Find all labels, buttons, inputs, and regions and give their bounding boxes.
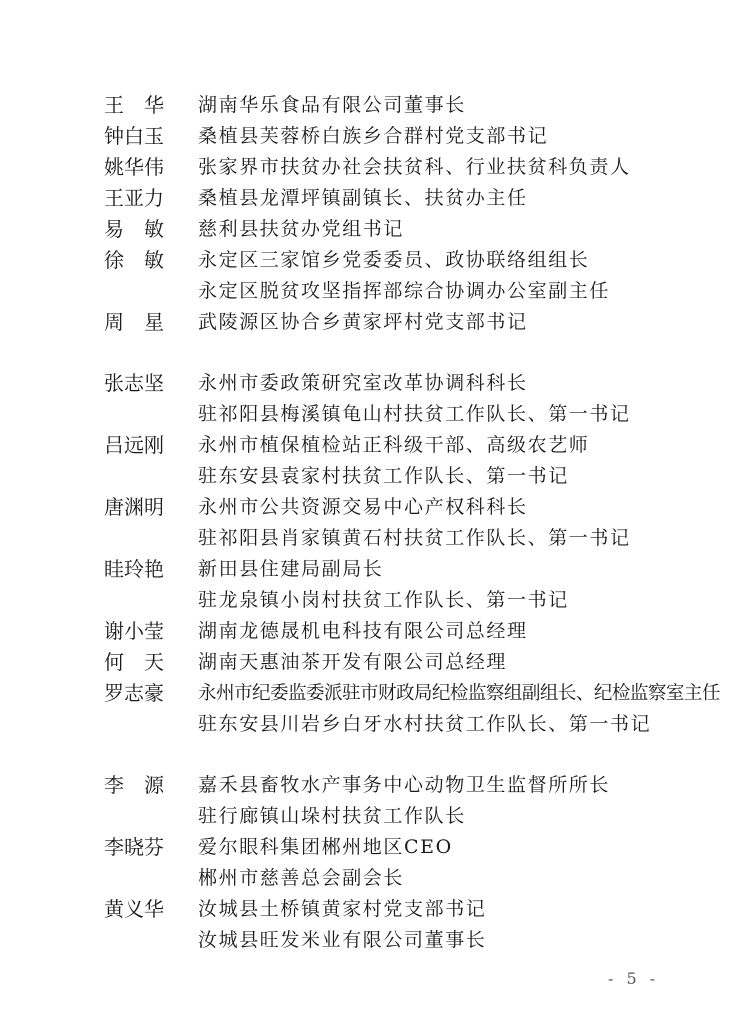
honoree-roles [198, 214, 704, 245]
honoree-role: 湖南华乐食品有限公司董事长 [198, 94, 466, 116]
honoree-entry [104, 90, 704, 121]
honoree-role: 慈利县扶贫办党组书记 [198, 218, 405, 240]
honoree-roles [198, 430, 704, 492]
honoree-role: 驻祁阳县梅溪镇龟山村扶贫工作队长、第一书记 [198, 403, 631, 425]
honoree-roles [198, 368, 704, 430]
honoree-roles [198, 121, 704, 152]
honoree-role: 郴州市慈善总会副会长 [198, 867, 405, 889]
honoree-role: 汝城县旺发米业有限公司董事长 [198, 929, 487, 951]
honoree-entry [104, 492, 704, 554]
group-spacer [104, 740, 704, 770]
honoree-name: 易 敏 [104, 217, 164, 241]
honoree-entry [104, 307, 704, 338]
honoree-entry [104, 554, 704, 616]
honoree-name: 眭玲艳 [104, 557, 164, 581]
honoree-roles [198, 832, 704, 894]
honoree-role: 湖南龙德晟机电科技有限公司总经理 [198, 620, 528, 642]
honoree-entry [104, 894, 704, 956]
honoree-role: 武陵源区协合乡黄家坪村党支部书记 [198, 311, 528, 333]
group-spacer [104, 338, 704, 368]
honoree-role: 汝城县土桥镇黄家村党支部书记 [198, 898, 487, 920]
honoree-role: 桑植县龙潭坪镇副镇长、扶贫办主任 [198, 187, 528, 209]
honoree-roles [198, 183, 704, 214]
honoree-name: 王 华 [104, 93, 164, 117]
honoree-role: 驻龙泉镇小岗村扶贫工作队长、第一书记 [198, 589, 569, 611]
honoree-role: 新田县住建局副局长 [198, 558, 384, 580]
honoree-role: 驻东安县川岩乡白牙水村扶贫工作队长、第一书记 [198, 713, 652, 735]
honoree-entry [104, 647, 704, 678]
honoree-entry [104, 183, 704, 214]
honoree-role: 驻东安县袁家村扶贫工作队长、第一书记 [198, 465, 569, 487]
honoree-roles [198, 554, 704, 616]
honoree-entry [104, 678, 720, 740]
honoree-entry [104, 245, 704, 307]
honoree-entry [104, 214, 704, 245]
honoree-name: 姚华伟 [104, 155, 164, 179]
honoree-role: 永州市委政策研究室改革协调科科长 [198, 372, 528, 394]
honoree-entry [104, 770, 704, 832]
honoree-entry [104, 616, 704, 647]
honoree-role: 嘉禾县畜牧水产事务中心动物卫生监督所所长 [198, 774, 611, 796]
honoree-role: 爱尔眼科集团郴州地区CEO [198, 836, 453, 858]
honoree-role: 永定区三家馆乡党委委员、政协联络组组长 [198, 249, 590, 271]
honoree-name: 罗志豪 [104, 681, 164, 705]
honoree-roles [198, 678, 720, 740]
honoree-role: 湖南天惠油茶开发有限公司总经理 [198, 651, 508, 673]
honoree-name: 张志坚 [104, 371, 164, 395]
honoree-roles [198, 152, 704, 183]
honoree-roles [198, 492, 704, 554]
honoree-roles [198, 770, 704, 832]
honoree-role: 永定区脱贫攻坚指挥部综合协调办公室副主任 [198, 280, 611, 302]
honoree-name: 王亚力 [104, 186, 164, 210]
honoree-role: 永州市公共资源交易中心产权科科长 [198, 496, 528, 518]
honoree-name: 黄义华 [104, 897, 164, 921]
honoree-roles [198, 894, 704, 956]
honoree-entry [104, 152, 704, 183]
honoree-name: 李晓芬 [104, 835, 164, 859]
honoree-name: 吕远刚 [104, 433, 164, 457]
honoree-name: 何 天 [104, 650, 164, 674]
honoree-name: 钟白玉 [104, 124, 164, 148]
honoree-name: 徐 敏 [104, 248, 164, 272]
honoree-entry [104, 368, 704, 430]
honoree-role: 张家界市扶贫办社会扶贫科、行业扶贫科负责人 [198, 156, 631, 178]
honoree-role: 驻行廊镇山垛村扶贫工作队长 [198, 805, 466, 827]
honoree-name: 李 源 [104, 773, 164, 797]
honoree-entry [104, 430, 704, 492]
honoree-roles [198, 245, 704, 307]
honoree-roles [198, 616, 704, 647]
honoree-entry [104, 832, 704, 894]
honoree-entry [104, 121, 704, 152]
honoree-group [104, 770, 704, 956]
honoree-role: 永州市纪委监委派驻市财政局纪检监察组副组长、纪检监察室主任 [198, 683, 720, 704]
honoree-role: 桑植县芙蓉桥白族乡合群村党支部书记 [198, 125, 549, 147]
honoree-list [104, 90, 720, 956]
page-number: - 5 - [608, 969, 660, 988]
honoree-name: 周 星 [104, 310, 164, 334]
honoree-group [104, 90, 704, 338]
honoree-role: 永州市植保植检站正科级干部、高级农艺师 [198, 434, 590, 456]
honoree-role: 驻祁阳县肖家镇黄石村扶贫工作队长、第一书记 [198, 527, 631, 549]
honoree-name: 谢小莹 [104, 619, 164, 643]
honoree-roles [198, 307, 704, 338]
honoree-name: 唐渊明 [104, 495, 164, 519]
honoree-roles [198, 90, 704, 121]
honoree-group [104, 368, 720, 740]
honoree-roles [198, 647, 704, 678]
